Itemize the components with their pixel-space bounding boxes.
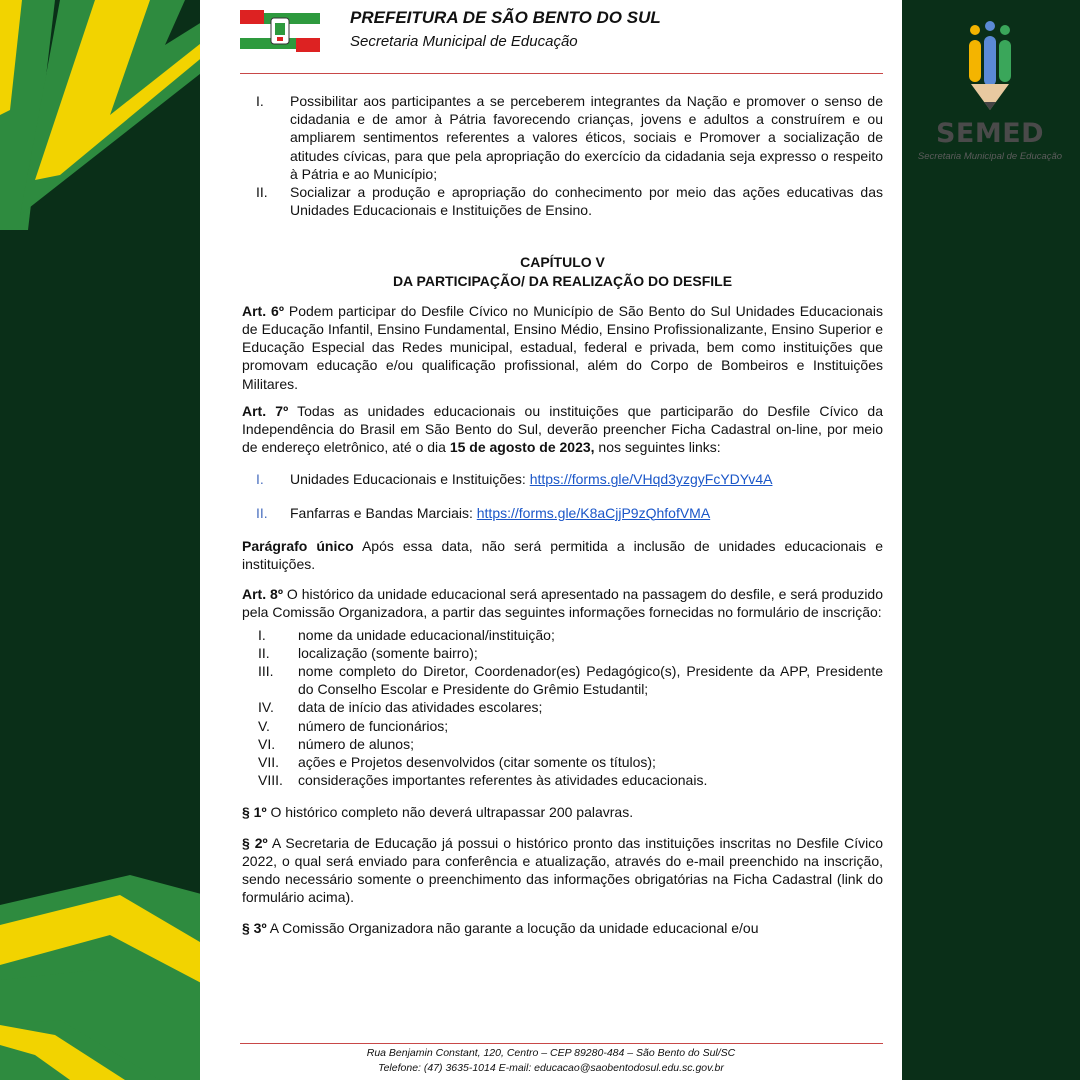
chapter-title: DA PARTICIPAÇÃO/ DA REALIZAÇÃO DO DESFILE: [392, 272, 733, 289]
semed-title: SEMED: [935, 118, 1045, 149]
form-link-fanfarras[interactable]: https://forms.gle/K8aCjjP9zQhfofVMA: [476, 504, 711, 521]
header-subtitle: Secretaria Municipal de Educação: [350, 33, 578, 50]
semed-subtitle: Secretaria Municipal de Educação: [917, 151, 1063, 162]
article-6: [242, 302, 883, 393]
article-label: Art. 6º: [242, 302, 284, 319]
decorative-stripes-top: [0, 0, 205, 230]
pencil-logo-icon: [905, 18, 1075, 118]
list-text: Possibilitar aos participantes a se perceberem integrantes da Nação e promover o senso de cidadania e de amor à Pátria favorecendo crianças, jovens e adultos a construírem e ou ampliarem sentimentos referentes a valores éticos, sociais e Promover a socialização de atitudes cívicas, para que pela apropriação do exercício da cidadania seja expresso o respeito à Pátria e ao Município;: [290, 93, 883, 182]
list-number: VI.: [258, 735, 276, 752]
list-number: II.: [256, 504, 268, 521]
info-item: [242, 662, 883, 698]
list-number: II.: [258, 644, 270, 661]
objective-item: [242, 92, 883, 183]
list-number: III.: [258, 663, 274, 680]
list-number: I.: [258, 626, 266, 643]
link-item: [242, 504, 883, 522]
decorative-stripes-bottom: [0, 850, 205, 1080]
info-item: [242, 644, 883, 662]
list-text: considerações importantes referentes às atividades educacionais.: [298, 772, 708, 789]
article-text: Podem participar do Desfile Cívico no Município de São Bento do Sul Unidades Educacionais de Educação Infantil, Ensino Fundamental, Ensino Médio, Ensino Profissionalizante, Ensino Superior e Educação Especial das Redes municipal, estadual, federal e privada, bem como instituições que promovam educação e/ou qualificação profissional, além do Corpo de Bombeiros e Instituições Militares.: [242, 302, 883, 392]
article-text: O histórico da unidade educacional será apresentado na passagem do desfile, e será produzido pela Comissão Organizadora, a partir das seguintes informações fornecidas no formulário de inscrição:: [242, 586, 884, 621]
paragraph-text: Após essa data, não será permitida a inclusão de unidades educacionais e instituições.: [242, 537, 883, 573]
list-number: II.: [256, 184, 268, 201]
info-item: [242, 626, 883, 644]
article-7: [242, 402, 883, 457]
list-text: localização (somente bairro);: [298, 644, 478, 661]
paragraph-label: § 1º: [242, 803, 267, 820]
municipal-flag-icon: [240, 10, 320, 52]
article-text: Todas as unidades educacionais ou instituições que participarão do Desfile Cívico da Independência do Brasil em São Bento do Sul, deverão preencher Ficha Cadastral on-line, por meio de endereço eletrônico, até o dia: [242, 402, 883, 456]
paragraph-text: A Comissão Organizadora não garante a locução da unidade educacional e/ou: [266, 919, 759, 936]
paragraph-label: Parágrafo único: [242, 537, 354, 554]
info-item: [242, 735, 883, 753]
link-item: [242, 470, 883, 488]
paragraph-3: [242, 919, 883, 937]
list-text: data de início das atividades escolares;: [298, 699, 543, 716]
list-number: I.: [256, 93, 264, 109]
paragraph-text: O histórico completo não deverá ultrapassar 200 palavras.: [266, 803, 634, 820]
list-number: V.: [258, 717, 270, 734]
article-8: [242, 585, 883, 621]
paragraph-1: [242, 803, 883, 821]
list-text: nome completo do Diretor, Coordenador(es) Pedagógico(s), Presidente da APP, Presidente do Conselho Escolar e Presidente do Grêmio Estudantil;: [298, 663, 883, 698]
footer-contact: Telefone: (47) 3635-1014 E-mail: educacao@saobentodosul.edu.sc.gov.br: [378, 1062, 724, 1074]
paragraph-label: § 3º: [242, 919, 267, 936]
article-label: Art. 7º: [242, 402, 289, 419]
list-number: IV.: [258, 699, 274, 716]
list-text: número de alunos;: [298, 735, 414, 752]
list-text: nome da unidade educacional/instituição;: [298, 626, 555, 643]
list-number: I.: [256, 471, 264, 488]
link-label: Fanfarras e Bandas Marciais:: [290, 504, 477, 521]
info-item: [242, 753, 883, 771]
header-rule: [240, 73, 883, 74]
deadline-date: 15 de agosto de 2023,: [449, 439, 595, 456]
semed-logo: [905, 18, 1075, 168]
info-item: [242, 717, 883, 735]
link-label: Unidades Educacionais e Instituições:: [290, 471, 530, 488]
document-body: [242, 92, 883, 937]
paragraph-text: A Secretaria de Educação já possui o histórico pronto das instituições inscritas no Desfile Cívico 2022, o qual será enviado para conferência e atualização, através do e-mail preenchido na inscrição, sendo necessário somente o preenchimento das informações obrigatórias na Ficha Cadastral (link do formulário acima).: [242, 834, 883, 906]
list-text: número de funcionários;: [298, 717, 449, 734]
paragraph-2: [242, 834, 883, 907]
list-number: VIII.: [258, 772, 283, 789]
list-number: VII.: [258, 754, 280, 771]
paragrafo-unico: [242, 537, 883, 573]
form-link-unidades[interactable]: https://forms.gle/VHqd3yzgyFcYDYv4A: [529, 471, 773, 488]
article-label: Art. 8º: [242, 586, 283, 603]
list-text: Socializar a produção e apropriação do conhecimento por meio das ações educativas das Unidades Educacionais e Instituições de Ensino.: [290, 184, 883, 219]
objective-item: [242, 183, 883, 219]
header-title: PREFEITURA DE SÃO BENTO DO SUL: [350, 8, 661, 27]
list-text: ações e Projetos desenvolvidos (citar somente os títulos);: [298, 754, 656, 771]
chapter-label: CAPÍTULO V: [520, 254, 605, 271]
footer-address: Rua Benjamin Constant, 120, Centro – CEP 89280-484 – São Bento do Sul/SC: [366, 1047, 736, 1059]
info-item: [242, 698, 883, 716]
paragraph-label: § 2º: [242, 834, 268, 851]
article-text: nos seguintes links:: [594, 439, 721, 456]
document-page: [200, 0, 902, 1080]
info-item: [242, 771, 883, 789]
footer-rule: [240, 1043, 883, 1044]
